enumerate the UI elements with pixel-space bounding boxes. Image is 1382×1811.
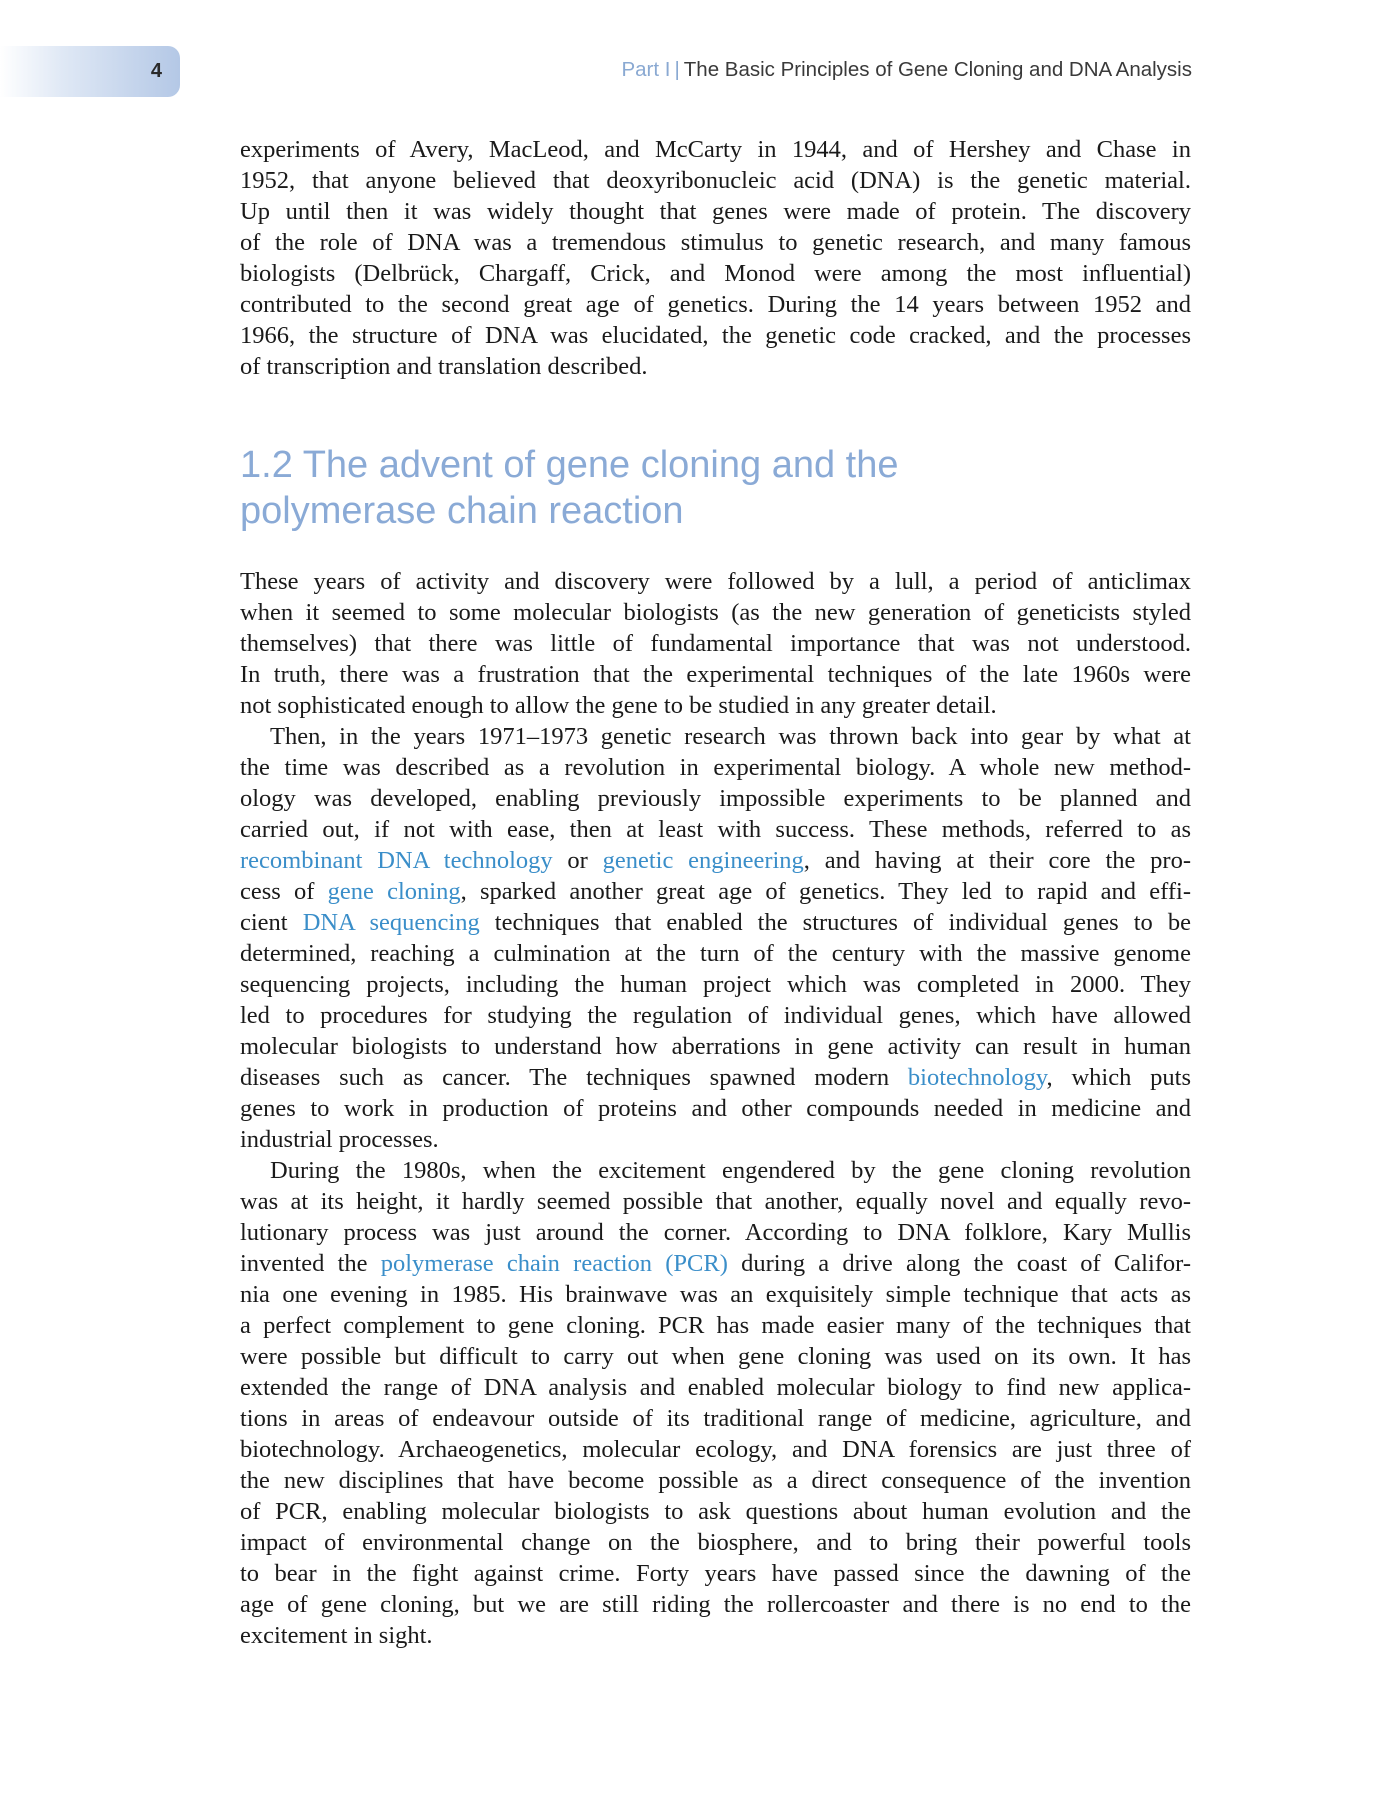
text-line <box>240 1248 1191 1279</box>
text-line: ology was developed, enabling previously impossible experiments to be planned and <box>240 785 1191 812</box>
text-line: experiments of Avery, MacLeod, and McCarty in 1944, and of Hershey and Chase in <box>240 136 1191 163</box>
key-term-biotechnology: biotechnology <box>907 1064 1047 1091</box>
text-line <box>240 1062 1191 1093</box>
key-term-genetic-engineering: genetic engineering <box>602 847 804 874</box>
text-span: during a drive along the coast of Califor- <box>727 1250 1192 1277</box>
section-heading-line: polymerase chain reaction <box>240 490 684 532</box>
text-line: contributed to the second great age of genetics. During the 14 years between 1952 and <box>240 291 1191 318</box>
text-line: age of gene cloning, but we are still riding the rollercoaster and there is no end to the <box>240 1591 1191 1618</box>
text-span: invented the <box>240 1250 381 1277</box>
text-span: , which puts <box>1046 1064 1192 1091</box>
paragraph-3 <box>240 1155 1191 1651</box>
text-line <box>240 845 1191 876</box>
text-line: led to procedures for studying the regulation of individual genes, which have allowed <box>240 1002 1191 1029</box>
key-term-dna-sequencing: DNA sequencing <box>302 909 480 936</box>
running-head-part: Part I <box>621 58 671 81</box>
text-line: of the role of DNA was a tremendous stimulus to genetic research, and many famous <box>240 229 1191 256</box>
paragraph-1 <box>240 566 1191 721</box>
text-line: genes to work in production of proteins and other compounds needed in medicine and <box>240 1095 1191 1122</box>
text-line: not sophisticated enough to allow the gene to be studied in any greater detail. <box>240 692 997 719</box>
text-line: biotechnology. Archaeogenetics, molecular ecology, and DNA forensics are just three of <box>240 1436 1191 1463</box>
text-line: the time was described as a revolution in experimental biology. A whole new method- <box>240 754 1191 781</box>
text-line: molecular biologists to understand how aberrations in gene activity can result in human <box>240 1033 1191 1060</box>
paragraph-2 <box>240 721 1191 1155</box>
text-line: industrial processes. <box>240 1126 439 1153</box>
text-span: diseases such as cancer. The techniques spawned modern <box>240 1064 908 1091</box>
text-line: These years of activity and discovery were followed by a lull, a period of anticlimax <box>240 568 1191 595</box>
text-line: a perfect complement to gene cloning. PCR has made easier many of the techniques that <box>240 1312 1191 1339</box>
text-line: biologists (Delbrück, Chargaff, Crick, and Monod were among the most influential) <box>240 260 1191 287</box>
text-line: 1966, the structure of DNA was elucidated, the genetic code cracked, and the processes <box>240 322 1191 349</box>
page-number-tab <box>0 46 180 97</box>
text-line: During the 1980s, when the excitement engendered by the gene cloning revolution <box>270 1157 1191 1184</box>
text-line: carried out, if not with ease, then at least with success. These methods, referred to as <box>240 816 1191 843</box>
running-head-title: The Basic Principles of Gene Cloning and DNA Analysis <box>683 58 1192 81</box>
key-term-pcr: polymerase chain reaction (PCR) <box>380 1250 728 1277</box>
text-line <box>240 907 1191 938</box>
text-line: were possible but difficult to carry out when gene cloning was used on its own. It has <box>240 1343 1191 1370</box>
text-line: to bear in the fight against crime. Forty years have passed since the dawning of the <box>240 1560 1191 1587</box>
text-line: lutionary process was just around the corner. According to DNA folklore, Kary Mullis <box>240 1219 1191 1246</box>
text-line: tions in areas of endeavour outside of its traditional range of medicine, agriculture, and <box>240 1405 1191 1432</box>
running-head-separator: | <box>674 58 680 81</box>
text-line: of PCR, enabling molecular biologists to ask questions about human evolution and the <box>240 1498 1191 1525</box>
section-heading-line: 1.2 The advent of gene cloning and the <box>240 444 899 486</box>
text-line: extended the range of DNA analysis and enabled molecular biology to find new applica- <box>240 1374 1191 1401</box>
text-span: cient <box>240 909 303 936</box>
text-line: themselves) that there was little of fundamental importance that was not understood. <box>240 630 1191 657</box>
text-line: In truth, there was a frustration that the experimental techniques of the late 1960s were <box>240 661 1191 688</box>
key-term-gene-cloning: gene cloning <box>327 878 461 905</box>
text-line: nia one evening in 1985. His brainwave was an exquisitely simple technique that acts as <box>240 1281 1191 1308</box>
text-line: determined, reaching a culmination at the turn of the century with the massive genome <box>240 940 1191 967</box>
text-span: , and having at their core the pro- <box>803 847 1191 874</box>
text-line: sequencing projects, including the human project which was completed in 2000. They <box>240 971 1191 998</box>
text-line: impact of environmental change on the biosphere, and to bring their powerful tools <box>240 1529 1191 1556</box>
text-line: was at its height, it hardly seemed possible that another, equally novel and equally revo- <box>240 1188 1191 1215</box>
text-span: techniques that enabled the structures of individual genes to be <box>479 909 1191 936</box>
text-line: excitement in sight. <box>240 1622 433 1649</box>
text-line: Up until then it was widely thought that genes were made of protein. The discovery <box>240 198 1191 225</box>
intro-paragraph <box>240 134 1191 382</box>
text-line: when it seemed to some molecular biologists (as the new generation of geneticists styled <box>240 599 1191 626</box>
text-line: 1952, that anyone believed that deoxyribonucleic acid (DNA) is the genetic material. <box>240 167 1191 194</box>
page-number: 4 <box>150 60 162 82</box>
text-span: , sparked another great age of genetics. They led to rapid and effi- <box>460 878 1191 905</box>
text-span: cess of <box>240 878 328 905</box>
running-head <box>621 58 1192 82</box>
section-heading <box>240 442 899 534</box>
key-term-recombinant-dna-technology: recombinant DNA technology <box>240 847 553 874</box>
text-line <box>240 876 1191 907</box>
text-line: the new disciplines that have become possible as a direct consequence of the invention <box>240 1467 1191 1494</box>
text-span: or <box>552 847 603 874</box>
text-line: of transcription and translation described. <box>240 353 648 380</box>
text-line: Then, in the years 1971–1973 genetic research was thrown back into gear by what at <box>270 723 1191 750</box>
